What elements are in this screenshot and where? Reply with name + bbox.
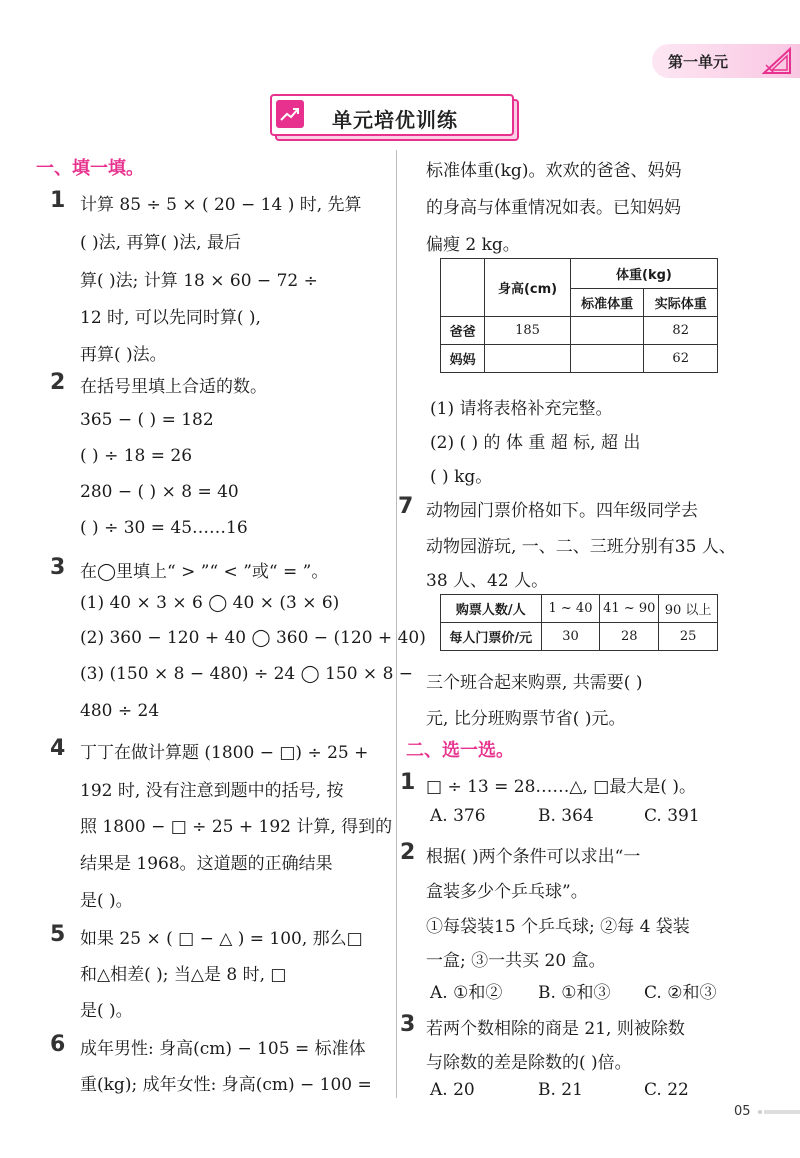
page-title: 单元培优训练 — [332, 108, 458, 132]
set-square-icon — [762, 47, 792, 75]
s2-q2-line: ①每袋装15 个乒乓球; ②每 4 袋装 — [426, 917, 690, 937]
table-row — [441, 623, 718, 651]
q1-line: 算( )法; 计算 18 × 60 − 72 ÷ — [80, 271, 318, 291]
q2-line: ( ) ÷ 18 = 26 — [80, 446, 193, 466]
s2-q2-line: 一盒; ③一共买 20 盒。 — [426, 951, 606, 971]
q7-number: 7 — [398, 494, 414, 519]
table-corner-cell — [441, 259, 485, 317]
row-std — [570, 317, 643, 345]
trend-up-icon — [279, 104, 301, 124]
q4-line: 结果是 1968。这道题的正确结果 — [80, 854, 333, 874]
q7-after-line: 三个班合起来购票, 共需要( ) — [426, 673, 643, 693]
ticket-cell: 每人门票价/元 — [441, 623, 542, 651]
page-bar — [764, 1110, 800, 1114]
q6-sub-line: (1) 请将表格补充完整。 — [430, 399, 613, 419]
col-height-header: 身高(cm) — [485, 259, 571, 317]
q1-line: 12 时, 可以先同时算( ), — [80, 308, 261, 328]
q6-number: 6 — [50, 1032, 66, 1057]
s2-q3-option-a: A. 20 — [430, 1080, 475, 1100]
unit-tab — [652, 44, 800, 78]
q6-line: 的身高与体重情况如表。已知妈妈 — [426, 198, 681, 218]
q5-number: 5 — [50, 922, 66, 947]
q3-line: (2) 360 − 120 + 40 ◯ 360 − (120 + 40) — [80, 628, 426, 648]
q3-number: 3 — [50, 555, 66, 580]
s2-q2-line: 盒装多少个乒乓球”。 — [426, 882, 588, 902]
s2-q2-number: 2 — [400, 840, 416, 865]
s2-q1-line: □ ÷ 13 = 28……△, □最大是( )。 — [426, 777, 697, 797]
s2-q2-option-c: C. ②和③ — [644, 983, 717, 1003]
q2-line: 280 − ( ) × 8 = 40 — [80, 482, 239, 502]
q3-line: 在◯里填上“ > ”“ < ”或“ = ”。 — [80, 562, 329, 582]
q1-line: 再算( )法。 — [80, 345, 167, 365]
ticket-cell: 30 — [541, 623, 600, 651]
ticket-cell: 90 以上 — [659, 595, 718, 623]
q1-line: 计算 85 ÷ 5 × ( 20 − 14 ) 时, 先算 — [80, 195, 362, 215]
q5-line: 和△相差( ); 当△是 8 时, □ — [80, 965, 287, 985]
ticket-cell: 购票人数/人 — [441, 595, 542, 623]
q3-line: (3) (150 × 8 − 480) ÷ 24 ◯ 150 × 8 − — [80, 664, 414, 684]
q6-line: 标准体重(kg)。欢欢的爸爸、妈妈 — [426, 161, 682, 181]
q4-line: 是( )。 — [80, 891, 133, 911]
q6-line: 偏瘦 2 kg。 — [426, 235, 520, 255]
col-std-header: 标准体重 — [570, 289, 643, 317]
table-row — [441, 595, 718, 623]
page-dot — [758, 1110, 762, 1114]
q1-line: ( )法, 再算( )法, 最后 — [80, 233, 241, 253]
q6-sub-line: (2) ( ) 的 体 重 超 标, 超 出 — [430, 433, 641, 453]
q7-line: 动物园门票价格如下。四年级同学去 — [426, 501, 698, 521]
body-weight-table — [440, 258, 718, 373]
q6-sub-line: ( ) kg。 — [430, 467, 493, 487]
col-actual-header: 实际体重 — [644, 289, 718, 317]
ticket-cell: 1 ~ 40 — [541, 595, 600, 623]
q4-line: 照 1800 − □ ÷ 25 + 192 计算, 得到的 — [80, 817, 393, 837]
s2-q3-number: 3 — [400, 1012, 416, 1037]
q2-line: 在括号里填上合适的数。 — [80, 377, 267, 397]
s2-q1-option-b: B. 364 — [538, 806, 594, 826]
row-actual: 62 — [644, 345, 718, 373]
ticket-cell: 25 — [659, 623, 718, 651]
row-actual: 82 — [644, 317, 718, 345]
s2-q3-option-b: B. 21 — [538, 1080, 583, 1100]
ticket-cell: 28 — [600, 623, 659, 651]
table-row — [441, 345, 718, 373]
s2-q3-line: 若两个数相除的商是 21, 则被除数 — [426, 1019, 685, 1039]
q6-line: 重(kg); 成年女性: 身高(cm) − 100 = — [80, 1075, 372, 1095]
column-divider — [396, 150, 397, 1098]
trend-chip — [276, 100, 304, 128]
page-title-box — [270, 94, 514, 136]
q2-number: 2 — [50, 370, 66, 395]
s2-q2-option-b: B. ①和③ — [538, 983, 611, 1003]
q6-line: 成年男性: 身高(cm) − 105 = 标准体 — [80, 1039, 366, 1059]
s2-q1-option-c: C. 391 — [644, 806, 700, 826]
q2-line: ( ) ÷ 30 = 45……16 — [80, 518, 248, 538]
unit-label: 第一单元 — [668, 53, 729, 71]
q7-line: 动物园游玩, 一、二、三班分别有35 人、 — [426, 537, 736, 557]
section1-heading: 一、填一填。 — [36, 158, 144, 179]
q3-line: (1) 40 × 3 × 6 ◯ 40 × (3 × 6) — [80, 593, 340, 613]
q4-line: 192 时, 没有注意到题中的括号, 按 — [80, 781, 344, 801]
s2-q3-line: 与除数的差是除数的( )倍。 — [426, 1053, 632, 1073]
q1-number: 1 — [50, 188, 66, 213]
row-std — [570, 345, 643, 373]
q2-line: 365 − ( ) = 182 — [80, 410, 214, 430]
ticket-price-table — [440, 594, 718, 651]
s2-q1-option-a: A. 376 — [430, 806, 486, 826]
row-name: 爸爸 — [441, 317, 485, 345]
s2-q2-line: 根据( )两个条件可以求出“一 — [426, 847, 641, 867]
q4-line: 丁丁在做计算题 (1800 − □) ÷ 25 + — [80, 743, 369, 763]
s2-q3-option-c: C. 22 — [644, 1080, 689, 1100]
row-name: 妈妈 — [441, 345, 485, 373]
s2-q2-option-a: A. ①和② — [430, 983, 503, 1003]
q7-line: 38 人、42 人。 — [426, 571, 549, 591]
row-height: 185 — [485, 317, 571, 345]
title-face — [270, 94, 514, 136]
q5-line: 是( )。 — [80, 1001, 133, 1021]
q5-line: 如果 25 × ( □ − △ ) = 100, 那么□ — [80, 929, 363, 949]
q7-after-line: 元, 比分班购票节省( )元。 — [426, 709, 626, 729]
row-height — [485, 345, 571, 373]
s2-q1-number: 1 — [400, 770, 416, 795]
table-row — [441, 317, 718, 345]
section2-heading: 二、选一选。 — [406, 740, 514, 761]
ticket-cell: 41 ~ 90 — [600, 595, 659, 623]
q4-number: 4 — [50, 736, 66, 761]
q3-line: 480 ÷ 24 — [80, 701, 160, 721]
col-weight-header: 体重(kg) — [570, 259, 717, 289]
page-number: 05 — [734, 1104, 751, 1119]
